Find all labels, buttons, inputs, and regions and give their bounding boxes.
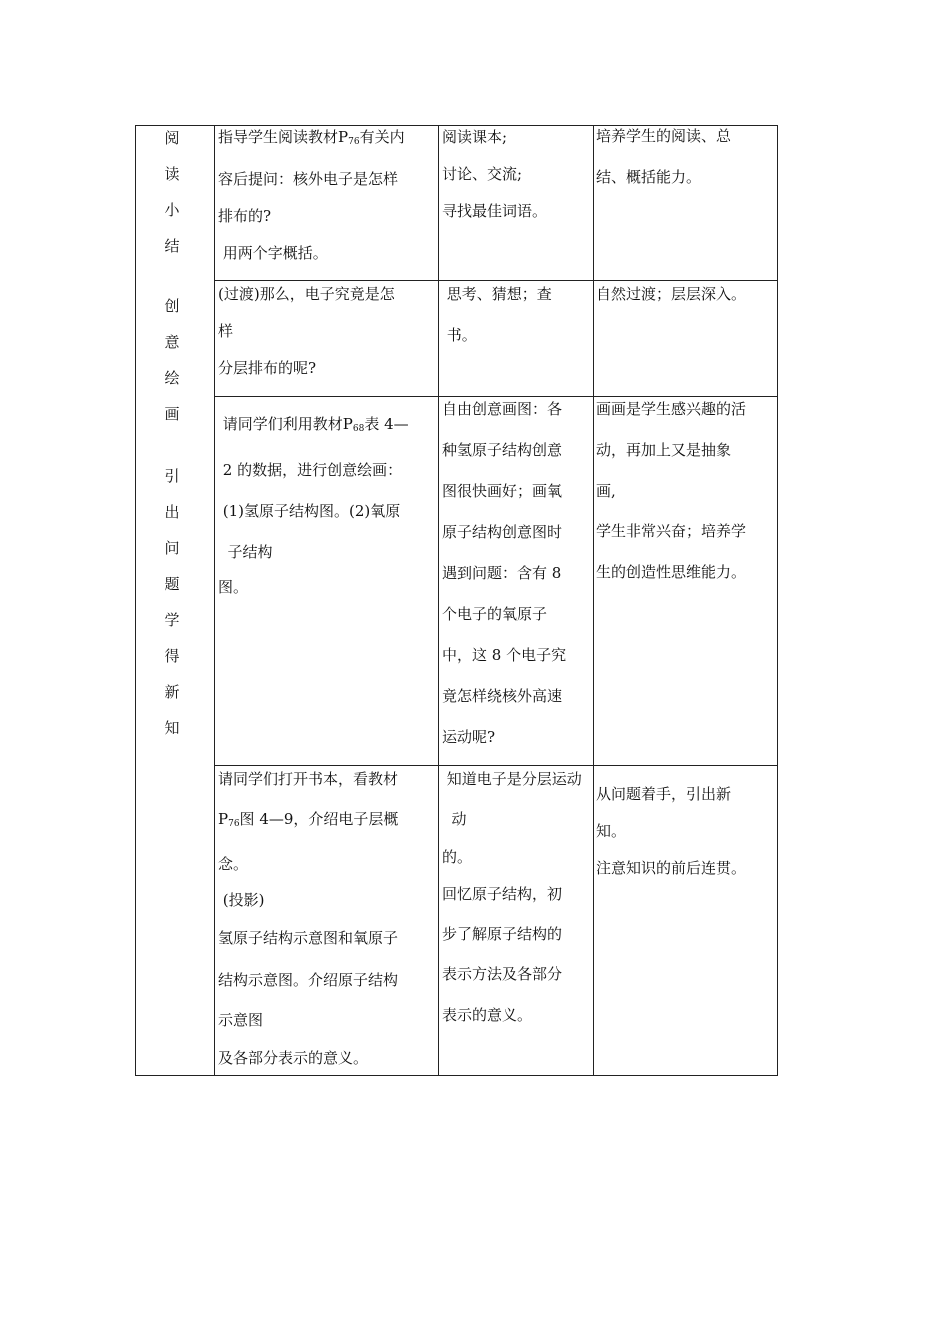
text-line: 种氢原子结构创意 — [442, 441, 563, 459]
teacher-activity-cell — [218, 404, 436, 602]
text-line: (1)氢原子结构图。(2)氧原 — [218, 502, 401, 520]
text-line: 表示的意义。 — [442, 1006, 533, 1024]
text-line: 讨论、交流; — [442, 165, 523, 183]
text-line: 念。 — [218, 855, 249, 873]
stage-char: 出 — [164, 503, 180, 521]
text-line: 回忆原子结构，初 — [442, 885, 563, 903]
stage-char: 创 — [164, 297, 180, 315]
text-line: 生的创造性思维能力。 — [596, 563, 747, 581]
column-divider — [593, 125, 594, 1076]
text-line: 容后提问：核外电子是怎样 — [218, 170, 399, 188]
text-line: 思考、猜想；查 — [442, 285, 552, 303]
stage-char: 绘 — [164, 369, 180, 387]
design-purpose-cell — [596, 776, 776, 887]
teacher-activity-cell — [218, 760, 436, 1077]
text-line: 指导学生阅读教材$P_{76}$有关内 — [218, 128, 405, 147]
text-line: 氢原子结构示意图和氧原子 — [218, 929, 399, 947]
design-purpose-cell — [596, 116, 776, 198]
text-line: (投影) — [218, 891, 265, 909]
text-line: 从问题着手，引出新 — [596, 785, 732, 803]
stage-char: 小 — [164, 201, 180, 219]
text-line: 遇到问题：含有 8 — [442, 564, 562, 582]
text-line: 自由创意画图：各 — [442, 400, 563, 418]
stage-char: 结 — [164, 237, 180, 255]
text-line: 动，再加上又是抽象 — [596, 441, 732, 459]
teacher-activity-cell — [218, 119, 436, 272]
text-line: 示意图 — [218, 1011, 264, 1029]
text-line: 竟怎样绕核外高速 — [442, 687, 563, 705]
column-divider — [214, 125, 215, 1076]
stage-char: 问 — [164, 539, 180, 557]
text-line: 分层排布的呢? — [218, 359, 317, 377]
design-purpose-cell — [596, 276, 776, 313]
student-activity-cell — [442, 274, 592, 356]
stage-char: 阅 — [164, 129, 180, 147]
text-line: 自然过渡；层层深入。 — [596, 285, 747, 303]
text-line: 图。 — [218, 578, 249, 596]
stage-char: 读 — [164, 165, 180, 183]
stage-char: 新 — [164, 683, 180, 701]
text-line: 培养学生的阅读、总 — [596, 127, 732, 145]
text-line: 学生非常兴奋；培养学 — [596, 522, 747, 540]
stage-label-new-knowledge — [155, 466, 189, 754]
text-line: 运动呢? — [442, 728, 496, 746]
text-line: 知。 — [596, 822, 627, 840]
text-line: 样 — [218, 322, 234, 340]
text-line: 及各部分表示的意义。 — [218, 1049, 369, 1067]
text-line: 步了解原子结构的 — [442, 925, 563, 943]
student-activity-cell — [442, 119, 592, 230]
stage-char: 引 — [164, 467, 180, 485]
text-line: 个电子的氧原子 — [442, 605, 548, 623]
text-line: 用两个字概括。 — [218, 244, 328, 262]
text-line: 注意知识的前后连贯。 — [596, 859, 747, 877]
stage-char: 得 — [164, 647, 180, 665]
stage-char: 意 — [164, 333, 180, 351]
teacher-activity-cell — [218, 276, 436, 387]
text-line: 画, — [596, 482, 616, 500]
text-line: 知道电子是分层运动 — [442, 770, 582, 788]
text-line: 结、概括能力。 — [596, 168, 702, 186]
stage-char: 画 — [164, 405, 180, 423]
text-line: 结构示意图。介绍原子结构 — [218, 971, 399, 989]
text-line: 寻找最佳词语。 — [442, 202, 548, 220]
text-line: 动 — [442, 810, 467, 828]
text-line: 阅读课本; — [442, 128, 508, 146]
text-line: 书。 — [442, 326, 477, 344]
design-purpose-cell — [596, 389, 776, 593]
text-line: $P_{76}$图 4—9，介绍电子层概 — [218, 810, 399, 829]
text-line: 画画是学生感兴趣的活 — [596, 400, 747, 418]
stage-char: 题 — [164, 575, 180, 593]
text-line: 表示方法及各部分 — [442, 965, 563, 983]
text-line: 2 的数据，进行创意绘画： — [218, 461, 403, 479]
text-line: 请同学们打开书本，看教材 — [218, 770, 399, 788]
text-line: 原子结构创意图时 — [442, 523, 563, 541]
student-activity-cell — [442, 760, 592, 1036]
column-divider — [438, 125, 439, 1076]
stage-label-creative-drawing — [155, 296, 189, 440]
student-activity-cell — [442, 389, 592, 758]
text-line: 图很快画好；画氧 — [442, 482, 563, 500]
text-line: 的。 — [442, 848, 473, 866]
text-line: 排布的? — [218, 207, 272, 225]
text-line: 子结构 — [218, 543, 273, 561]
text-line: 中，这 8 个电子究 — [442, 646, 567, 664]
stage-char: 知 — [164, 719, 180, 737]
stage-label-reading-summary — [155, 128, 189, 272]
text-line: 请同学们利用教材$P_{68}$表 4— — [218, 415, 409, 434]
stage-char: 学 — [164, 611, 180, 629]
text-line: (过渡)那么，电子究竟是怎 — [218, 285, 395, 303]
